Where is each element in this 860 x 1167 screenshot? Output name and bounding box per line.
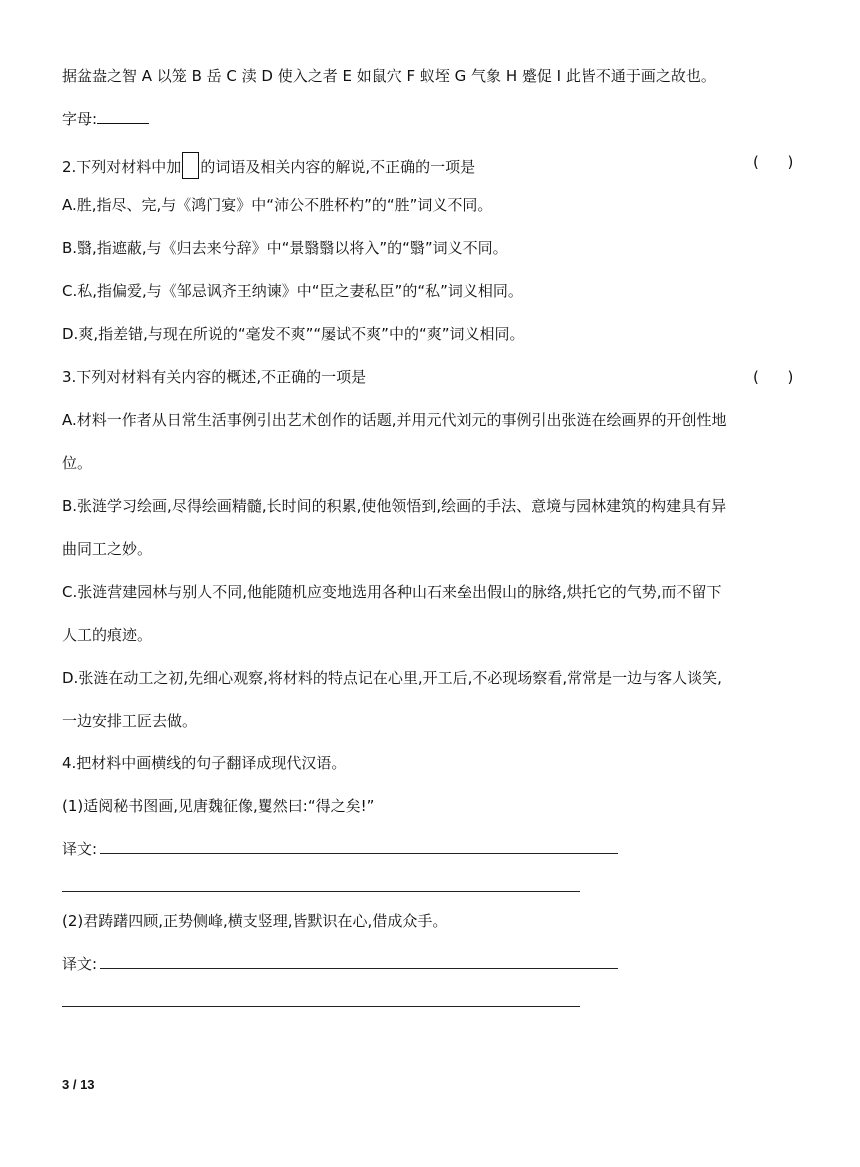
option-3b-line-2: 曲同工之妙。 xyxy=(62,540,153,558)
translation-label-1: 译文: xyxy=(62,840,98,858)
option-2d: D.爽,指差错,与现在所说的“毫发不爽”“屡试不爽”中的“爽”词义相同。 xyxy=(62,325,525,343)
answer-label: 字母: xyxy=(62,110,98,128)
option-3a-line-1: A.材料一作者从日常生活事例引出艺术创作的话题,并用元代刘元的事例引出张涟在绘画界的开创性地 xyxy=(62,411,727,429)
question-4-2: (2)君踌躇四顾,正势侧峰,横支竖理,皆默识在心,借成众手。 xyxy=(62,912,448,930)
translation-blank-2b[interactable] xyxy=(62,1006,580,1007)
question-4-1: (1)适阅秘书图画,见唐魏征像,矍然曰:“得之矣!” xyxy=(62,797,375,815)
option-3d-line-2: 一边安排工匠去做。 xyxy=(62,712,198,730)
option-3b-line-1: B.张涟学习绘画,尽得绘画精髓,长时间的积累,使他领悟到,绘画的手法、意境与园林建筑的构建具有异 xyxy=(62,497,727,515)
answer-line xyxy=(62,109,149,129)
answer-parentheses[interactable]: ( ) xyxy=(753,153,794,171)
option-3a-line-2: 位。 xyxy=(62,454,93,472)
question-3-stem: 3.下列对材料有关内容的概述,不正确的一项是 xyxy=(62,368,367,386)
option-2c: C.私,指偏爱,与《邹忌讽齐王纳谏》中“臣之妻私臣”的“私”词义相同。 xyxy=(62,282,523,300)
question-4-stem: 4.把材料中画横线的句子翻译成现代汉语。 xyxy=(62,754,347,772)
option-3c-line-2: 人工的痕迹。 xyxy=(62,626,153,644)
question-2-suffix: 的词语及相关内容的解说,不正确的一项是 xyxy=(200,158,476,176)
translation-blank-2a[interactable] xyxy=(100,968,618,969)
option-3c-line-1: C.张涟营建园林与别人不同,他能随机应变地选用各种山石来垒出假山的脉络,烘托它的气势,而不留下 xyxy=(62,583,722,601)
answer-blank[interactable] xyxy=(97,109,149,124)
answer-parentheses[interactable]: ( ) xyxy=(753,368,794,386)
translation-label-2: 译文: xyxy=(62,955,98,973)
question-2-prefix: 2.下列对材料中加 xyxy=(62,158,182,176)
passage-line: 据盆盎之智 A 以笼 B 岳 C 渎 D 使入之者 E 如鼠穴 F 蚁垤 G 气象 H 蹙促 I 此皆不通于画之故也。 xyxy=(62,67,716,85)
option-2a: A.胜,指尽、完,与《鸿门宴》中“沛公不胜杯杓”的“胜”词义不同。 xyxy=(62,196,493,214)
option-2b: B.翳,指遮蔽,与《归去来兮辞》中“景翳翳以将入”的“翳”词义不同。 xyxy=(62,239,508,257)
option-3d-line-1: D.张涟在动工之初,先细心观察,将材料的特点记在心里,开工后,不必现场察看,常常是一边与客人谈笑, xyxy=(62,669,722,687)
page-number: 3 / 13 xyxy=(62,1077,95,1092)
box-mark-icon xyxy=(182,152,199,179)
translation-blank-1a[interactable] xyxy=(100,853,618,854)
question-2-stem xyxy=(62,152,475,179)
translation-blank-1b[interactable] xyxy=(62,891,580,892)
